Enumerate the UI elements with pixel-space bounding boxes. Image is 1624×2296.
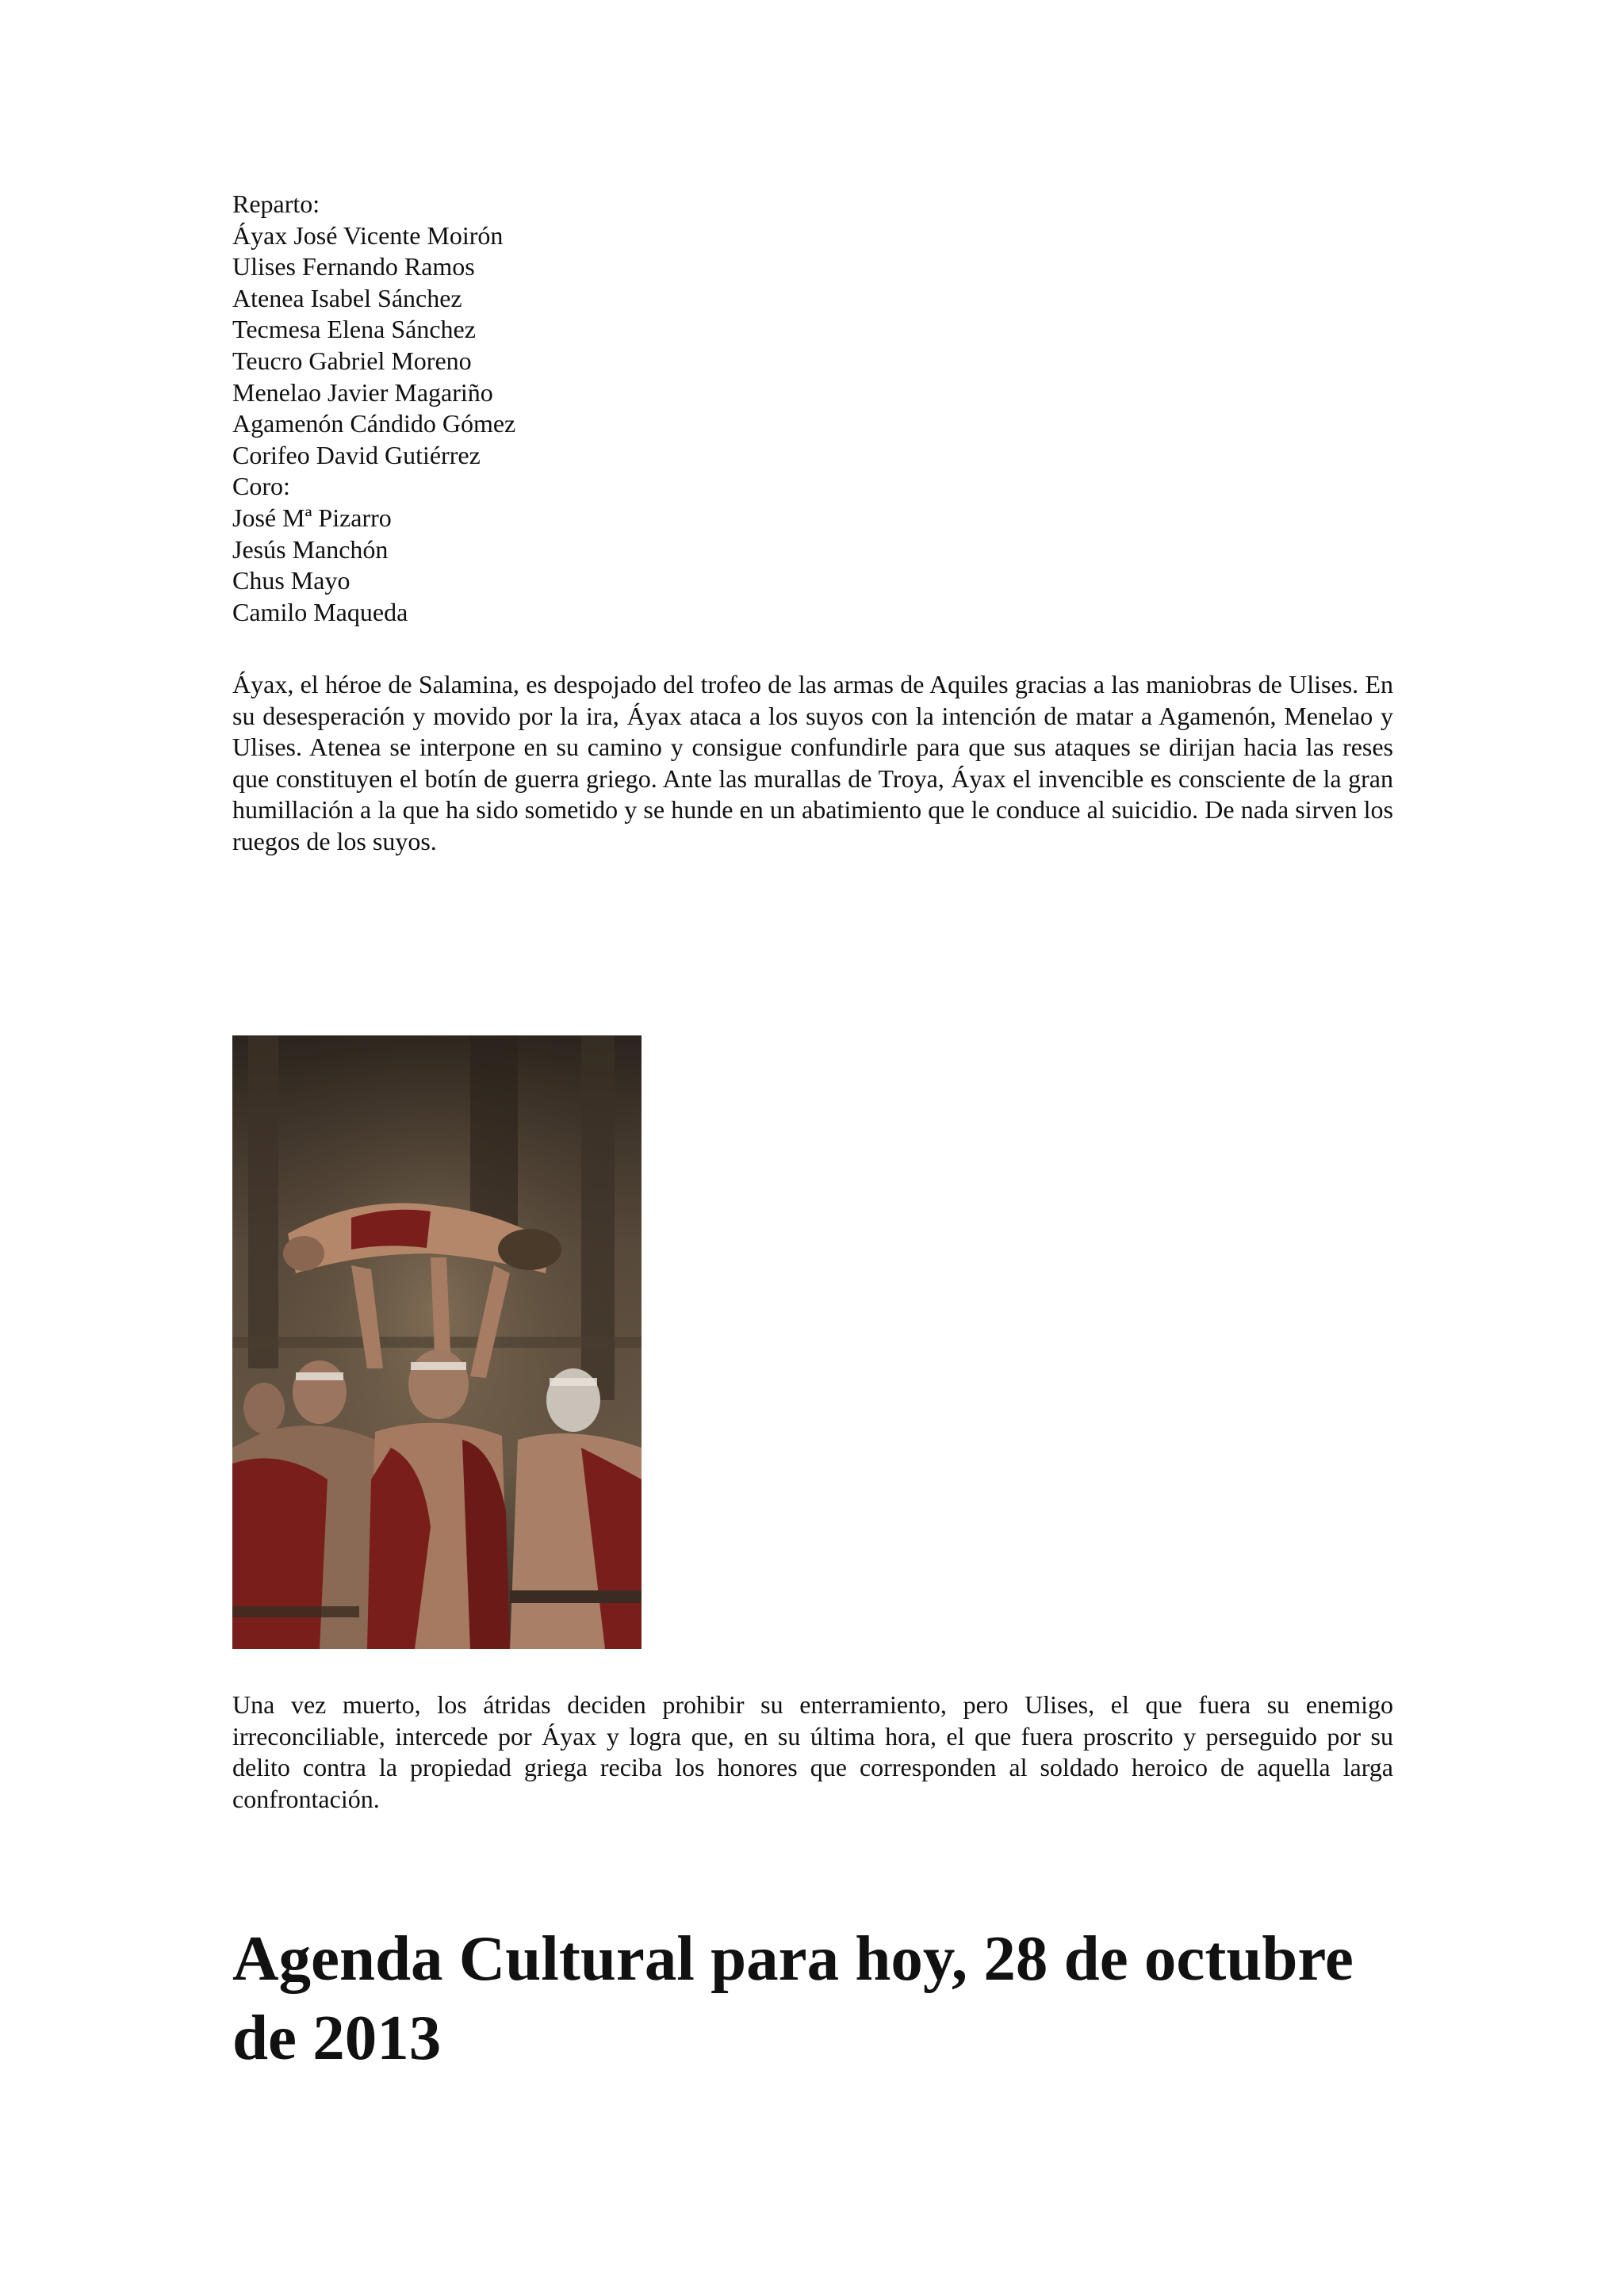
cast-role: Atenea Isabel Sánchez <box>232 283 462 312</box>
synopsis-paragraph: Áyax, el héroe de Salamina, es despojado del trofeo de las armas de Aquiles gracias a las maniobras de Ulises. En su desesperación y movido por la ira, Áyax ataca a los suyos con la intención de matar a Agamenón, Menelao y Ulises. Atenea se interpone en su camino y consigue confundirle para que sus ataques se dirijan hacia las reses que constituyen el botín de guerra griego. Ante las murallas de Troya, Áyax el invencible es consciente de la gran humillación a la que ha sido sometido y se hunde en un abatimiento que le conduce al suicidio. De nada sirven los ruegos de los suyos. <box>232 670 1393 855</box>
cast-role: Menelao Javier Magariño <box>232 377 493 407</box>
cast-role: Corifeo David Gutiérrez <box>232 440 481 469</box>
stage-photo <box>232 1035 642 1649</box>
chorus-member: Jesús Manchón <box>232 534 389 564</box>
cast-role: Ulises Fernando Ramos <box>232 252 475 281</box>
agenda-heading: Agenda Cultural para hoy, 28 de octubre de 2013 <box>232 1923 1354 2073</box>
chorus-member: Chus Mayo <box>232 566 350 595</box>
cast-role: Teucro Gabriel Moreno <box>232 346 472 375</box>
stage-photo-illustration <box>232 1035 642 1649</box>
cast-heading: Reparto: <box>232 189 320 218</box>
cast-list <box>232 189 946 628</box>
cast-role: Tecmesa Elena Sánchez <box>232 315 476 344</box>
epilogue-paragraph: Una vez muerto, los átridas deciden prohibir su enterramiento, pero Ulises, el que fuera su enemigo irreconciliable, intercede por Áyax y logra que, en su última hora, el que fuera proscrito y perseguido por su delito contra la propiedad griega reciba los honores que corresponden al soldado heroico de aquella larga confrontación. <box>232 1690 1393 1813</box>
cast-role: Agamenón Cándido Gómez <box>232 409 516 438</box>
cast-role: Áyax José Vicente Moirón <box>232 220 504 250</box>
chorus-heading: Coro: <box>232 472 290 501</box>
chorus-member: José Mª Pizarro <box>232 503 392 532</box>
chorus-member: Camilo Maqueda <box>232 597 408 626</box>
